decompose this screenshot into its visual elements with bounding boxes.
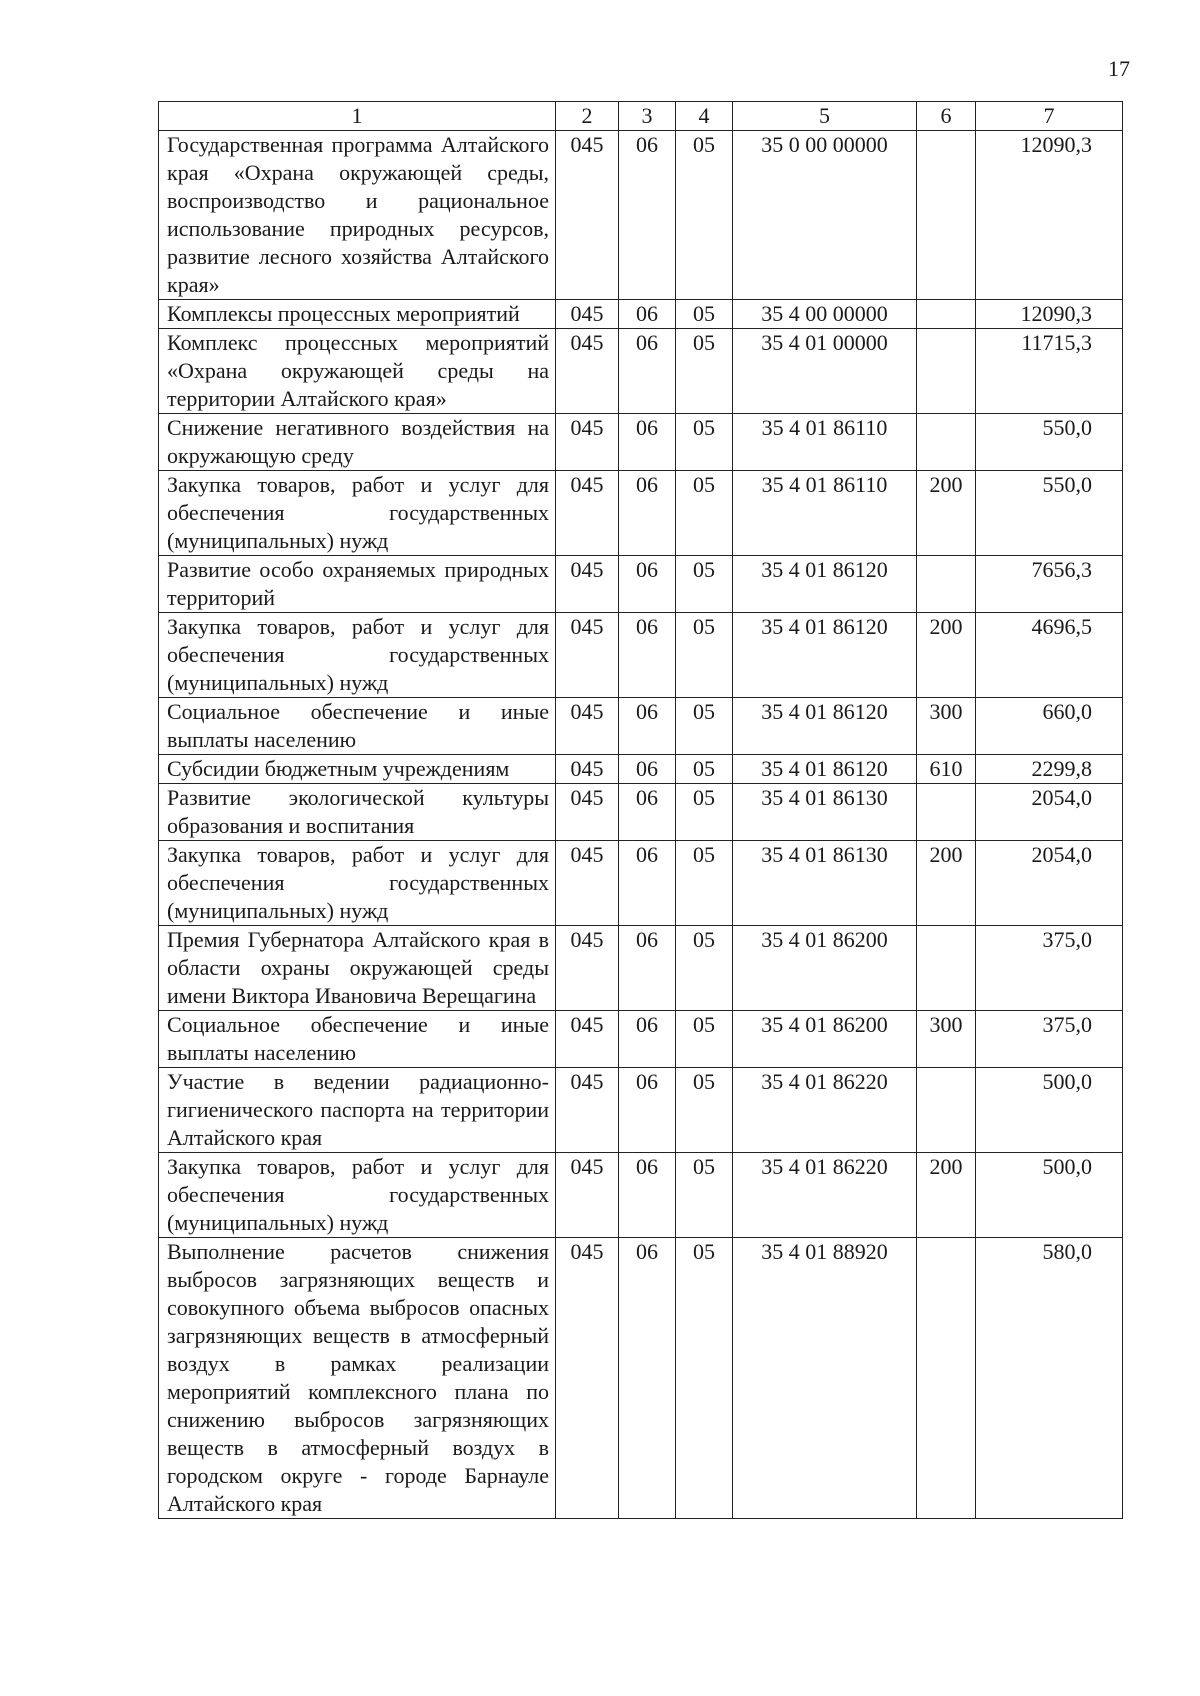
target-article-code: 35 4 01 88920 [733,1238,917,1519]
subsection-code: 05 [676,414,733,471]
section-code: 06 [619,1153,676,1238]
table-row [159,1153,1123,1238]
amount: 500,0 [976,1068,1123,1153]
section-code: 06 [619,926,676,1011]
expense-type-code [917,784,976,841]
section-code: 06 [619,414,676,471]
target-article-code: 35 4 01 86120 [733,613,917,698]
table-row [159,1011,1123,1068]
amount: 660,0 [976,698,1123,755]
table-body [159,131,1123,1519]
subsection-code: 05 [676,1011,733,1068]
column-header: 6 [917,102,976,131]
subsection-code: 05 [676,471,733,556]
target-article-code: 35 4 01 86200 [733,1011,917,1068]
admin-code: 045 [556,131,619,300]
subsection-code: 05 [676,1238,733,1519]
amount: 2054,0 [976,841,1123,926]
table-row [159,755,1123,784]
subsection-code: 05 [676,329,733,414]
admin-code: 045 [556,1068,619,1153]
budget-table [158,101,1123,1519]
expense-type-code [917,131,976,300]
target-article-code: 35 4 01 00000 [733,329,917,414]
expense-type-code [917,1238,976,1519]
item-name: Закупка товаров, работ и услуг для обеспечения государственных (муниципальных) нужд [159,471,556,556]
item-name: Социальное обеспечение и иные выплаты населению [159,698,556,755]
header-row [159,102,1123,131]
admin-code: 045 [556,471,619,556]
amount: 11715,3 [976,329,1123,414]
expense-type-code [917,329,976,414]
admin-code: 045 [556,556,619,613]
item-name: Государственная программа Алтайского края «Охрана окружающей среды, воспроизводство и рациональное использование природных ресурсов, развитие лесного хозяйства Алтайского края» [159,131,556,300]
target-article-code: 35 4 01 86130 [733,841,917,926]
section-code: 06 [619,131,676,300]
column-header: 4 [676,102,733,131]
table-row [159,131,1123,300]
subsection-code: 05 [676,698,733,755]
subsection-code: 05 [676,841,733,926]
amount: 375,0 [976,926,1123,1011]
column-header: 7 [976,102,1123,131]
section-code: 06 [619,1068,676,1153]
target-article-code: 35 4 01 86120 [733,556,917,613]
target-article-code: 35 4 01 86110 [733,414,917,471]
section-code: 06 [619,841,676,926]
target-article-code: 35 4 01 86220 [733,1153,917,1238]
section-code: 06 [619,1011,676,1068]
table-row [159,300,1123,329]
amount: 375,0 [976,1011,1123,1068]
subsection-code: 05 [676,556,733,613]
expense-type-code: 200 [917,841,976,926]
table-row [159,784,1123,841]
subsection-code: 05 [676,1068,733,1153]
admin-code: 045 [556,300,619,329]
admin-code: 045 [556,698,619,755]
section-code: 06 [619,755,676,784]
subsection-code: 05 [676,755,733,784]
item-name: Субсидии бюджетным учреждениям [159,755,556,784]
item-name: Закупка товаров, работ и услуг для обеспечения государственных (муниципальных) нужд [159,1153,556,1238]
amount: 2054,0 [976,784,1123,841]
target-article-code: 35 4 01 86120 [733,698,917,755]
table-row [159,841,1123,926]
admin-code: 045 [556,755,619,784]
item-name: Выполнение расчетов снижения выбросов загрязняющих веществ и совокупного объема выбросов опасных загрязняющих веществ в атмосферный воздух в рамках реализации мероприятий комплексного плана по снижению выбросов загрязняющих веществ в атмосферный воздух в городском округе - городе Барнауле Алтайского края [159,1238,556,1519]
section-code: 06 [619,613,676,698]
admin-code: 045 [556,414,619,471]
target-article-code: 35 4 01 86220 [733,1068,917,1153]
column-header: 1 [159,102,556,131]
subsection-code: 05 [676,926,733,1011]
table-row [159,414,1123,471]
admin-code: 045 [556,613,619,698]
expense-type-code: 300 [917,1011,976,1068]
admin-code: 045 [556,1238,619,1519]
expense-type-code: 200 [917,1153,976,1238]
table-row [159,556,1123,613]
section-code: 06 [619,698,676,755]
column-header: 5 [733,102,917,131]
item-name: Развитие экологической культуры образования и воспитания [159,784,556,841]
expense-type-code [917,300,976,329]
subsection-code: 05 [676,131,733,300]
table-row [159,613,1123,698]
column-header: 2 [556,102,619,131]
amount: 7656,3 [976,556,1123,613]
item-name: Закупка товаров, работ и услуг для обеспечения государственных (муниципальных) нужд [159,841,556,926]
amount: 12090,3 [976,300,1123,329]
admin-code: 045 [556,329,619,414]
section-code: 06 [619,784,676,841]
target-article-code: 35 4 01 86200 [733,926,917,1011]
item-name: Премия Губернатора Алтайского края в области охраны окружающей среды имени Виктора Ивановича Верещагина [159,926,556,1011]
section-code: 06 [619,556,676,613]
target-article-code: 35 4 01 86120 [733,755,917,784]
table-row [159,926,1123,1011]
section-code: 06 [619,329,676,414]
amount: 4696,5 [976,613,1123,698]
admin-code: 045 [556,926,619,1011]
item-name: Комплексы процессных мероприятий [159,300,556,329]
expense-type-code: 200 [917,613,976,698]
amount: 550,0 [976,414,1123,471]
item-name: Комплекс процессных мероприятий «Охрана окружающей среды на территории Алтайского края» [159,329,556,414]
subsection-code: 05 [676,300,733,329]
table-row [159,1068,1123,1153]
expense-type-code: 200 [917,471,976,556]
item-name: Развитие особо охраняемых природных территорий [159,556,556,613]
expense-type-code [917,556,976,613]
expense-type-code [917,926,976,1011]
amount: 550,0 [976,471,1123,556]
expense-type-code: 300 [917,698,976,755]
amount: 2299,8 [976,755,1123,784]
expense-type-code: 610 [917,755,976,784]
page-number: 17 [1108,56,1130,81]
table-row [159,698,1123,755]
amount: 580,0 [976,1238,1123,1519]
item-name: Участие в ведении радиационно-гигиенического паспорта на территории Алтайского края [159,1068,556,1153]
item-name: Снижение негативного воздействия на окружающую среду [159,414,556,471]
section-code: 06 [619,1238,676,1519]
amount: 12090,3 [976,131,1123,300]
table-row [159,329,1123,414]
section-code: 06 [619,300,676,329]
admin-code: 045 [556,784,619,841]
table-row [159,1238,1123,1519]
admin-code: 045 [556,1011,619,1068]
admin-code: 045 [556,1153,619,1238]
item-name: Закупка товаров, работ и услуг для обеспечения государственных (муниципальных) нужд [159,613,556,698]
target-article-code: 35 4 01 86130 [733,784,917,841]
expense-type-code [917,1068,976,1153]
subsection-code: 05 [676,613,733,698]
expense-type-code [917,414,976,471]
target-article-code: 35 0 00 00000 [733,131,917,300]
section-code: 06 [619,471,676,556]
amount: 500,0 [976,1153,1123,1238]
table-row [159,471,1123,556]
target-article-code: 35 4 00 00000 [733,300,917,329]
subsection-code: 05 [676,784,733,841]
subsection-code: 05 [676,1153,733,1238]
item-name: Социальное обеспечение и иные выплаты населению [159,1011,556,1068]
admin-code: 045 [556,841,619,926]
column-header: 3 [619,102,676,131]
target-article-code: 35 4 01 86110 [733,471,917,556]
